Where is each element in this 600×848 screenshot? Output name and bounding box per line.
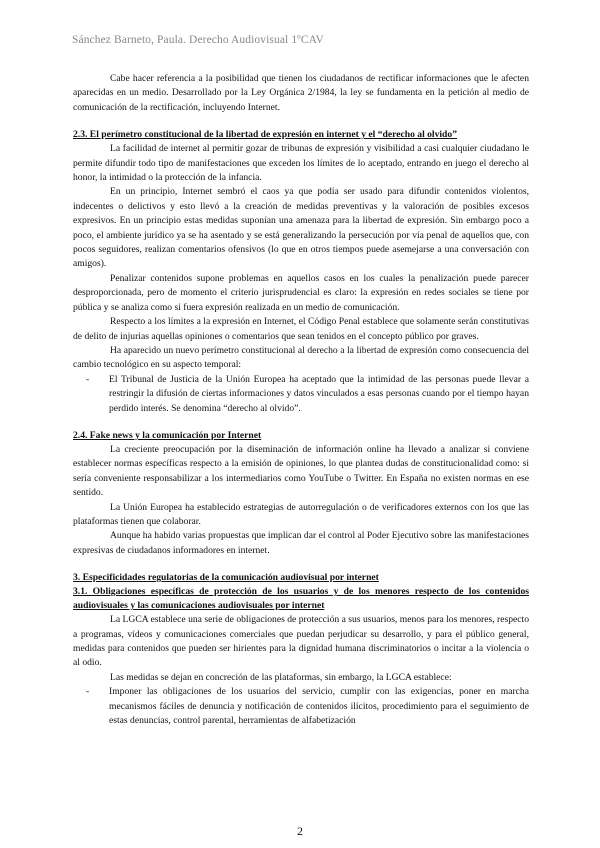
list-item-text: El Tribunal de Justicia de la Unión Europea ha aceptado que la intimidad de las personas puede llevar a restringir la difusión de ciertas informaciones y datos vinculados a esas personas cuando por el tiempo hayan perdido interés. Se denomina “derecho al olvido”. [109,373,529,414]
intro-paragraph: Cabe hacer referencia a la posibilidad que tienen los ciudadanos de rectificar informaciones que le afecten aparecidas en un medio. Desarrollado por la Ley Orgánica 2/1984, la ley se fundamenta en la petición al medio de comunicación de la rectificación, incluyendo Internet. [73,73,529,113]
paragraph: Aunque ha habido varias propuestas que implican dar el control al Poder Ejecutivo sobre las manifestaciones expresivas de ciudadanos informadores en internet. [73,530,529,556]
section-heading-2-4: 2.4. Fake news y la comunicación por Internet [73,429,262,441]
paragraph: Ha aparecido un nuevo perímetro constitucional al derecho a la libertad de expresión como consecuencia del cambio tecnológico en su aspecto temporal: [73,344,529,371]
dash-bullet: - [86,686,90,698]
paragraph: La creciente preocupación por la diseminación de información online ha llevado a analizar si conviene establecer normas específicas respecto a la emisión de opiniones, lo que plantea dudas de constitucionalidad como: si sería conveniente responsabilizar a los intermediarios como YouTube o Twitter. En España no existen normas en ese sentido. [73,443,529,499]
paragraph: Respecto a los límites a la expresión en Internet, el Código Penal establece que solamente serán constitutivas de delito de injurias aquellas opiniones o comentarios que sean tenidos en el concepto público por graves. [73,316,529,342]
paragraph: En un principio, Internet sembró el caos ya que podía ser usado para difundir contenidos violentos, indecentes o delictivos y esto llevó a la creación de medidas preventivas y la valoración de posibles excesos expresivos. En un principio estas medidas suponían una amenaza para la libertad de expresión. Sin embargo poco a poco, el ambiente jurídico ya se ha asentado y se está generalizando la persecución por vía penal de aquellos que, con pocos seguidores, realizan comentarios ofensivos (lo que en otros tiempos puede asemejarse a una conversación con amigos). [73,186,529,270]
paragraph: La Unión Europea ha establecido estrategias de autorregulación o de verificadores externos con los que las plataformas tienen que colaborar. [73,501,529,527]
list-item-text: Imponer las obligaciones de los usuarios del servicio, cumplir con las exigencias, poner en marcha mecanismos fáciles de denuncia y notificación de contenidos ilícitos, procedimiento para el seguimiento de estas denuncias, control parental, herramientas de alfabetización [109,686,529,727]
paragraph: La LGCA establece una serie de obligaciones de protección a sus usuarios, menos para los menores, respecto a programas, vídeos y comunicaciones comerciales que puedan perjudicar su desarrollo, y para el público general, medidas para contenidos que pueden ser hirientes para la dignidad humana discriminatorios o incitar a la violencia o al odio. [73,614,529,669]
paragraph: La facilidad de internet al permitir gozar de tribunas de expresión y visibilidad a casi cualquier ciudadano le permite difundir todo tipo de manifestaciones que exceden los límites de lo aceptado, entrando en juego el derecho al honor, la intimidad o la protección de la infancia. [73,143,529,184]
dash-bullet: - [86,373,90,385]
page-number: 2 [297,824,303,838]
paragraph: Penalizar contenidos supone problemas en aquellos casos en los cuales la penalización puede parecer desproporcionada, pero de momento el criterio jurisprudencial es claro: la expresión en redes sociales se tiene por pública y se analiza como si fuera expresión realizada en un medio de comunicación. [73,272,529,313]
list-item [73,685,529,728]
dash-list [73,373,529,416]
section-heading-2-3: 2.3. El perímetro constitucional de la libertad de expresión en internet y el “derecho al olvido” [73,129,457,141]
section-heading-3: 3. Especificidades regulatorias de la comunicación audiovisual por internet [73,572,379,584]
dash-list [73,685,529,728]
paragraph: Las medidas se dejan en concreción de las plataformas, sin embargo, la LGCA establece: [110,671,452,683]
section-heading-3-1: 3.1. Obligaciones específicas de protección de los usuarios y de los menores respecto de los contenidos audiovisuales y las comunicaciones audiovisuales por internet [73,586,529,612]
list-item [73,373,529,416]
document-body [73,72,529,728]
page-header: Sánchez Barneto, Paula. Derecho Audiovisual 1ºCAV [72,34,324,46]
